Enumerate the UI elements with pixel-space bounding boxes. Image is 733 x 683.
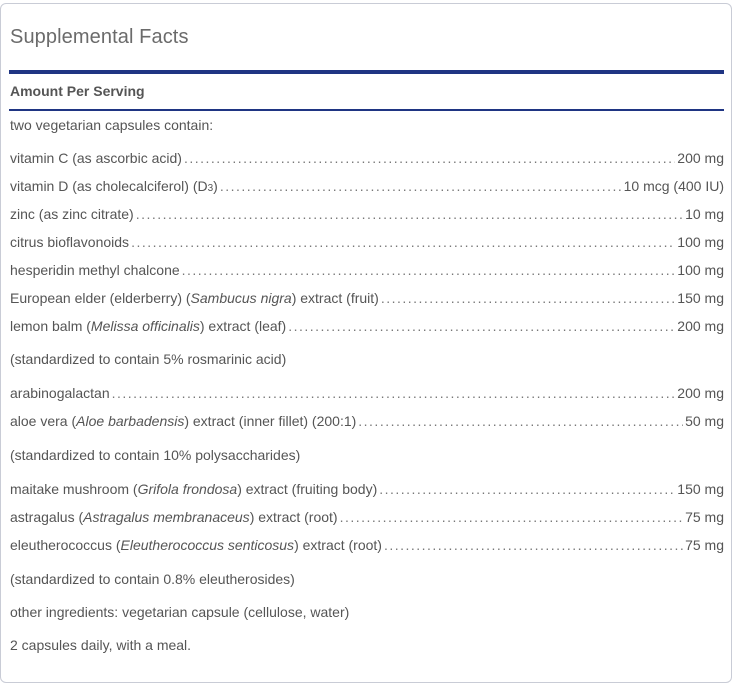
ingredient-amount: 100 mg xyxy=(677,234,724,250)
dot-leader xyxy=(112,384,676,402)
amount-per-serving-heading: Amount Per Serving xyxy=(10,83,145,99)
standardization-note: (standardized to contain 0.8% eleutherosides) xyxy=(10,571,295,587)
dot-leader xyxy=(340,508,683,526)
ingredient-name: citrus bioflavonoids xyxy=(10,234,130,250)
other-ingredients: other ingredients: vegetarian capsule (cellulose, water) xyxy=(10,604,350,620)
ingredient-row xyxy=(10,205,724,223)
ingredient-amount: 150 mg xyxy=(677,481,724,497)
ingredient-row xyxy=(10,412,724,430)
ingredient-name: lemon balm (Melissa officinalis) extract (leaf) xyxy=(10,318,287,334)
ingredient-amount: 10 mg xyxy=(685,206,724,222)
ingredient-amount: 10 mcg (400 IU) xyxy=(623,178,724,194)
ingredient-amount: 75 mg xyxy=(685,509,724,525)
ingredient-amount: 75 mg xyxy=(685,537,724,553)
dot-leader xyxy=(379,480,675,498)
ingredient-name: astragalus (Astragalus membranaceus) extract (root) xyxy=(10,509,338,525)
ingredient-row xyxy=(10,317,724,335)
ingredient-amount: 200 mg xyxy=(677,385,724,401)
ingredient-amount: 200 mg xyxy=(677,318,724,334)
dot-leader xyxy=(136,205,683,223)
ingredient-row xyxy=(10,261,724,279)
ingredient-name: European elder (elderberry) (Sambucus nigra) extract (fruit) xyxy=(10,290,379,306)
dot-leader xyxy=(182,261,676,279)
serving-intro: two vegetarian capsules contain: xyxy=(10,117,214,133)
dot-leader xyxy=(184,149,675,167)
ingredient-row xyxy=(10,233,724,251)
ingredient-amount: 50 mg xyxy=(685,413,724,429)
dot-leader xyxy=(381,289,675,307)
ingredient-name: vitamin C (as ascorbic acid) xyxy=(10,150,182,166)
ingredient-name: hesperidin methyl chalcone xyxy=(10,262,180,278)
ingredient-amount: 150 mg xyxy=(677,290,724,306)
ingredient-row xyxy=(10,177,724,195)
supplement-facts-panel xyxy=(0,3,732,683)
ingredient-name: arabinogalactan xyxy=(10,385,110,401)
thick-divider xyxy=(9,70,724,74)
standardization-note: (standardized to contain 5% rosmarinic acid) xyxy=(10,351,287,367)
directions: 2 capsules daily, with a meal. xyxy=(10,637,192,653)
panel-title: Supplemental Facts xyxy=(10,26,189,48)
dot-leader xyxy=(220,177,622,195)
ingredient-amount: 200 mg xyxy=(677,150,724,166)
dot-leader xyxy=(358,412,683,430)
dot-leader xyxy=(288,317,675,335)
dot-leader xyxy=(131,233,675,251)
standardization-note: (standardized to contain 10% polysaccharides) xyxy=(10,447,301,463)
ingredient-row xyxy=(10,384,724,402)
ingredient-name: vitamin D (as cholecalciferol) (D3) xyxy=(10,178,218,194)
dot-leader xyxy=(384,536,683,554)
ingredient-row xyxy=(10,536,724,554)
ingredient-row xyxy=(10,289,724,307)
ingredient-row xyxy=(10,508,724,526)
ingredient-name: maitake mushroom (Grifola frondosa) extract (fruiting body) xyxy=(10,481,378,497)
ingredient-amount: 100 mg xyxy=(677,262,724,278)
ingredient-row xyxy=(10,149,724,167)
ingredient-name: aloe vera (Aloe barbadensis) extract (inner fillet) (200:1) xyxy=(10,413,357,429)
ingredient-row xyxy=(10,480,724,498)
thin-divider xyxy=(9,109,724,111)
ingredient-name: zinc (as zinc citrate) xyxy=(10,206,134,222)
ingredient-name: eleutherococcus (Eleutherococcus senticosus) extract (root) xyxy=(10,537,382,553)
